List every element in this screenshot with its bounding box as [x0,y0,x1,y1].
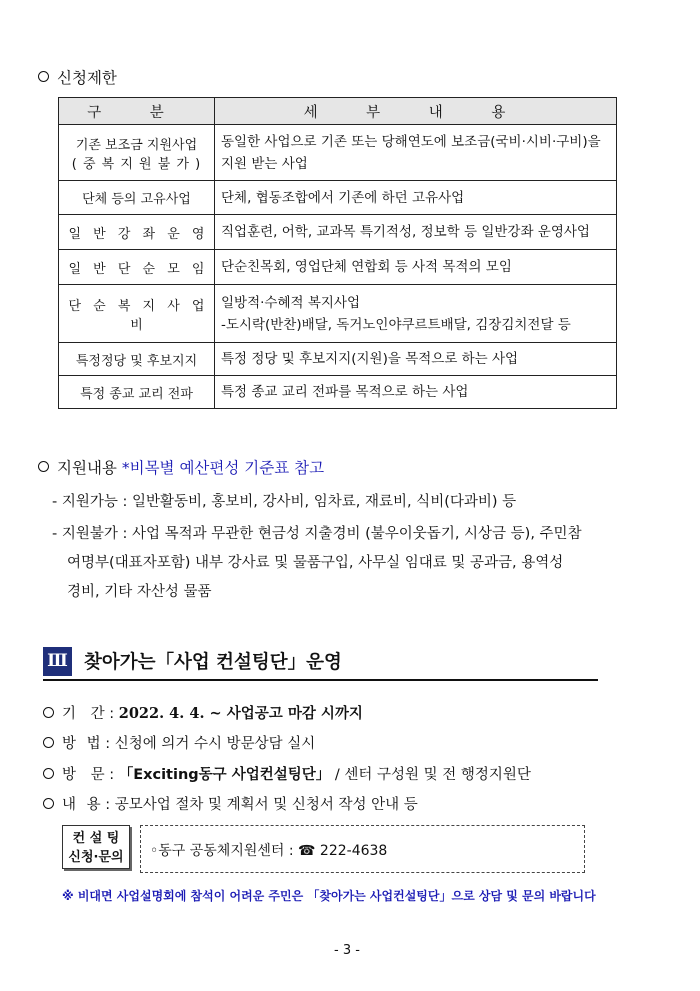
table-row: 단 순 복 지 사 업 비 일방적·수혜적 복지사업 -도시락(반찬)배달, 독거노인야쿠르트배달, 김장김치전달 등 [59,285,617,343]
header-detail: 세 부 내 용 [215,98,617,125]
restriction-heading: 신청제한 [38,66,117,88]
row-detail: 일방적·수혜적 복지사업 -도시락(반찬)배달, 독거노인야쿠르트배달, 김장김치전달 등 [215,285,617,343]
support-disallowed: - 지원불가 : 사업 목적과 무관한 현금성 지출경비 (불우이웃돕기, 시상금 등), 주민참 [52,526,582,542]
support-heading: 지원내용 *비목별 예산편성 기준표 참고 [38,456,324,478]
circle-bullet-icon [43,737,54,748]
circle-bullet-icon [43,798,54,809]
section-title: 찾아가는「사업 컨설팅단」운영 [84,652,342,673]
period-item: 기 간 : 2022. 4. 4. ~ 사업공고 마감 시까지 [43,702,363,723]
header-category: 구 분 [59,98,215,125]
support-note: *비목별 예산편성 기준표 참고 [121,459,325,477]
support-allowed: - 지원가능 : 일반활동비, 홍보비, 강사비, 임차료, 재료비, 식비(다과비) 등 [52,494,517,510]
visit-item: 방 문 : 「Exciting동구 사업컨설팅단」 / 센터 구성원 및 전 행정지원단 [43,763,531,784]
table-row: 일 반 강 좌 운 영 직업훈련, 어학, 교과목 특기적성, 정보학 등 일반강좌 운영사업 [59,215,617,250]
content-item: 내 용 : 공모사업 절차 및 계획서 및 신청서 작성 안내 등 [43,793,418,814]
circle-bullet-icon [43,768,54,779]
circle-bullet-icon [38,461,49,472]
method-item: 방 법 : 신청에 의거 수시 방문상담 실시 [43,732,315,753]
table-row: 일 반 단 순 모 임 단순친목회, 영업단체 연합회 등 사적 목적의 모임 [59,250,617,285]
table-row: 특정 종교 교리 전파 특정 종교 교리 전파를 목적으로 하는 사업 [59,376,617,409]
support-disallowed-line2: 여명부(대표자포함) 내부 강사료 및 물품구입, 사무실 임대료 및 공과금, 용역성 [67,555,564,571]
support-disallowed-line3: 경비, 기타 자산성 물품 [67,584,212,600]
table-row: 특정정당 및 후보지지 특정 정당 및 후보지지(지원)을 목적으로 하는 사업 [59,343,617,376]
contact-label: 컨 설 팅 신청·문의 [62,825,130,869]
contact-phone: ◦동구 공동체지원센터 : ☎ 222-4638 [150,843,388,859]
page-number: - 3 - [334,943,360,958]
notice-text: ※ 비대면 사업설명회에 참석이 어려운 주민은 「찾아가는 사업컨설팅단」으로 상담 및 문의 바랍니다 [62,889,596,903]
section-underline [43,679,598,681]
table-row [59,125,617,181]
table-row: 단체 등의 고유사업 단체, 협동조합에서 기존에 하던 고유사업 [59,181,617,215]
row-detail: 동일한 사업으로 기존 또는 당해연도에 보조금(국비·시비·구비)을 지원 받는 사업 [215,125,617,181]
restriction-table [58,97,617,409]
section-number-badge: Ⅲ [43,647,72,676]
row-category: 기존 보조금 지원사업 ( 중 복 지 원 불 가 ) [59,125,215,181]
circle-bullet-icon [38,71,49,82]
table-header-row [59,98,617,125]
circle-bullet-icon [43,707,54,718]
